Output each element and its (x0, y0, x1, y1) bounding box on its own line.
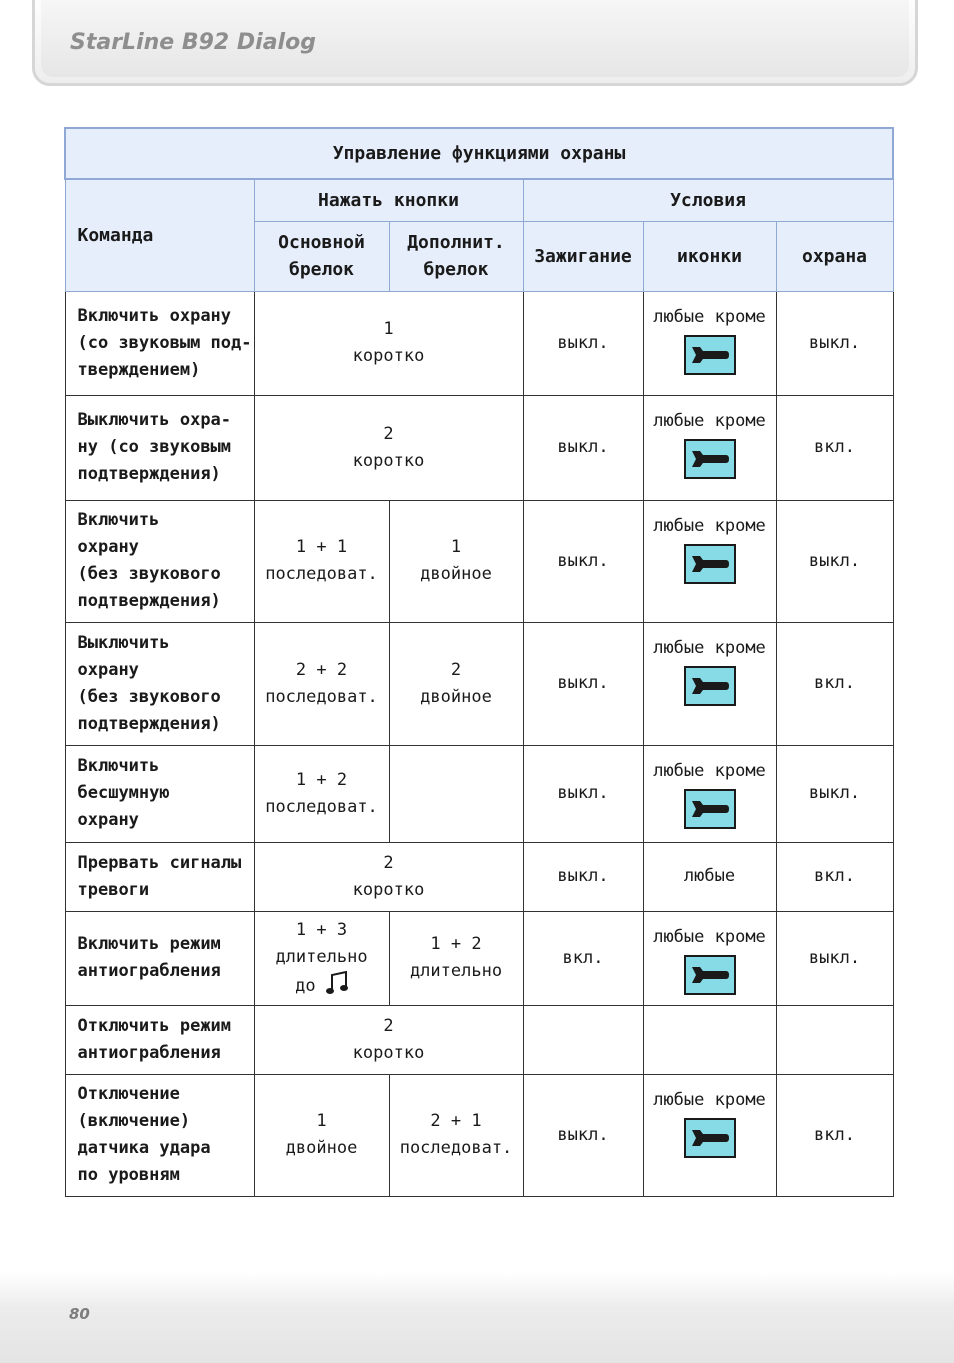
security-functions-table (64, 127, 894, 1197)
cell-main-fob: 2 + 2 последоват. (254, 622, 389, 745)
cell-guard: выкл. (776, 291, 893, 395)
page-header-title: StarLine B92 Dialog (70, 30, 316, 55)
header-guard: охрана (776, 221, 893, 291)
cell-ignition: выкл. (523, 842, 643, 911)
cell-ignition: выкл. (523, 745, 643, 842)
cell-extra-fob: 1 + 2 длительно (389, 911, 523, 1005)
cell-extra-fob: 2 двойное (389, 622, 523, 745)
cell-command: Включить бесшумную охрану (65, 745, 254, 842)
cell-ignition: выкл. (523, 395, 643, 500)
cell-icons: любые (643, 842, 776, 911)
cell-main-fob: 1 + 1 последоват. (254, 500, 389, 622)
header-icons: иконки (643, 221, 776, 291)
table-row (65, 842, 893, 911)
table-row (65, 911, 893, 1005)
table-row (65, 745, 893, 842)
cell-ignition (523, 1005, 643, 1074)
cell-extra-fob (389, 745, 523, 842)
wrench-icon (684, 955, 736, 995)
cell-extra-fob: 1 двойное (389, 500, 523, 622)
cell-press-buttons: 2 коротко (254, 395, 523, 500)
wrench-icon (684, 439, 736, 479)
music-note-icon (326, 976, 348, 996)
cell-extra-fob: 2 + 1 последоват. (389, 1074, 523, 1196)
wrench-icon (684, 789, 736, 829)
cell-guard: выкл. (776, 745, 893, 842)
cell-command: Выключить охра- ну (со звуковым подтверждения) (65, 395, 254, 500)
wrench-icon (684, 1118, 736, 1158)
cell-guard (776, 1005, 893, 1074)
header-extra-fob: Дополнит. брелок (389, 221, 523, 291)
wrench-icon (684, 335, 736, 375)
cell-ignition: выкл. (523, 622, 643, 745)
cell-ignition: вкл. (523, 911, 643, 1005)
cell-guard: вкл. (776, 622, 893, 745)
cell-icons: любые кроме (643, 1074, 776, 1196)
cell-main-fob: 1 + 2 последоват. (254, 745, 389, 842)
table-row (65, 291, 893, 395)
cell-icons: любые кроме (643, 622, 776, 745)
cell-command: Включить режим антиограбления (65, 911, 254, 1005)
header-main-fob: Основной брелок (254, 221, 389, 291)
wrench-icon (684, 666, 736, 706)
cell-press-buttons: 1 коротко (254, 291, 523, 395)
header-command: Команда (65, 179, 254, 291)
page-footer (0, 1272, 954, 1363)
cell-command: Прервать сигналы тревоги (65, 842, 254, 911)
cell-icons: любые кроме (643, 500, 776, 622)
cell-icons: любые кроме (643, 395, 776, 500)
cell-command: Включить охрану (со звуковым под- тверждением) (65, 291, 254, 395)
header-ignition: Зажигание (523, 221, 643, 291)
cell-ignition: выкл. (523, 500, 643, 622)
cell-press-buttons: 2 коротко (254, 1005, 523, 1074)
cell-icons: любые кроме (643, 911, 776, 1005)
table-row (65, 1005, 893, 1074)
cell-icons: любые кроме (643, 745, 776, 842)
cell-ignition: выкл. (523, 1074, 643, 1196)
cell-command: Отключение (включение) датчика удара по уровням (65, 1074, 254, 1196)
cell-guard: вкл. (776, 842, 893, 911)
cell-command: Включить охрану (без звукового подтверждения) (65, 500, 254, 622)
cell-press-buttons: 2 коротко (254, 842, 523, 911)
header-conditions: Условия (523, 179, 893, 221)
cell-command: Отключить режим антиограбления (65, 1005, 254, 1074)
table-row (65, 395, 893, 500)
table-body (65, 291, 893, 1196)
table-row (65, 622, 893, 745)
cell-guard: вкл. (776, 1074, 893, 1196)
cell-ignition: выкл. (523, 291, 643, 395)
wrench-icon (684, 544, 736, 584)
cell-guard: выкл. (776, 500, 893, 622)
cell-guard: вкл. (776, 395, 893, 500)
table-row (65, 500, 893, 622)
cell-command: Выключить охрану (без звукового подтверждения) (65, 622, 254, 745)
cell-main-fob: 1 + 3 длительно до (254, 911, 389, 1005)
cell-main-fob: 1 двойное (254, 1074, 389, 1196)
table-row (65, 1074, 893, 1196)
table-title: Управление функциями охраны (65, 128, 893, 179)
cell-guard: выкл. (776, 911, 893, 1005)
cell-icons (643, 1005, 776, 1074)
cell-icons: любые кроме (643, 291, 776, 395)
page-number: 80 (69, 1305, 90, 1323)
header-press-buttons: Нажать кнопки (254, 179, 523, 221)
